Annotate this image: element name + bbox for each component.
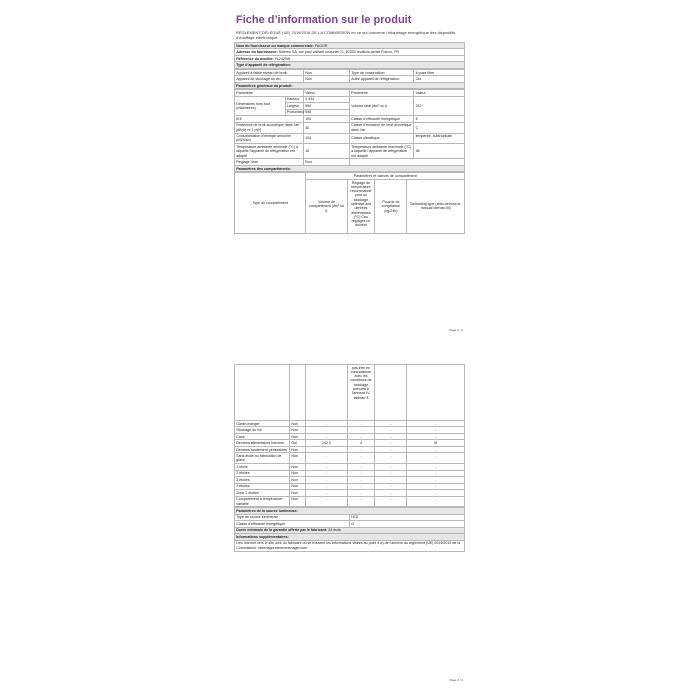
compartment-present: Non [290,433,306,439]
compartment-volume: 242,0 [306,440,347,446]
compartment-row [235,453,465,464]
volume-value: 242 [414,96,465,115]
energy-class-label: Classe d’efficacité énergétique [349,116,413,122]
document-page-1 [230,8,467,334]
compartment-volume: - [306,490,347,496]
construction-value: à pose libre [414,69,465,75]
max-temp-value: 38 [414,144,465,159]
defrost-col-header: Defrosting type (auto-defrost=A, manual defrost=M) [407,179,465,233]
compartment-name: 4 étoiles [235,483,290,489]
compartment-name: Sans étoile ou fabrication de glace [235,453,290,464]
compartment-name: 2 étoiles [235,470,290,476]
height-label: Hauteur [285,96,303,102]
page-number-2: Page 2 / 2 [449,678,463,682]
compartment-present: Non [290,421,306,427]
temp-setting-col-continued: pas être en contradiction avec les conditions de stockage prévues à l’annexe IV, tableau 3 [347,365,375,421]
light-class-label: Classe d’efficacité énergétique [235,521,350,527]
compartment-temp: - [347,421,375,427]
compartment-present: Non [290,446,306,452]
other-label: Autre appareil de réfrigération: [350,76,414,82]
compartment-temp: - [347,453,375,464]
noise-label: Émissions de bruit acoustique dans l’air [dB(A) re 1 pW] [235,122,304,133]
climate-value: tempérée, subtropicale [414,133,465,144]
compartment-defrost: - [407,433,465,439]
compartment-volume: - [306,427,347,433]
supplier-table [234,42,465,69]
appliance-type-table [234,69,465,89]
width-label: Largeur [285,103,303,109]
compartment-temp: 4 [347,440,375,446]
light-type-label: Type de source lumineuse [235,514,350,520]
winter-value: Non [303,159,349,165]
depth-label: Profondeur [286,110,305,115]
compartment-name: 1 étoile [235,464,290,470]
compartment-name: Compartiment à température variable [235,496,290,507]
compartment-params-title: Paramètres des compartiments: [235,165,465,171]
compartment-volume: - [306,453,347,464]
compartment-present: Oui [290,440,306,446]
compartment-freezing: - [375,440,407,446]
compartment-present: Non [290,464,306,470]
compartment-temp: - [347,446,375,452]
compartment-temp: - [347,427,375,433]
compartment-freezing: - [375,477,407,483]
compartment-volume: - [306,470,347,476]
compartment-present: Non [290,470,306,476]
compartment-name: 3 étoiles [235,477,290,483]
compartment-header-table [234,172,465,233]
winter-label: Réglage hiver [235,159,304,165]
general-params-table [234,89,465,172]
compartment-temp: - [347,464,375,470]
compartment-freezing: - [375,421,407,427]
compartment-freezing: - [375,433,407,439]
general-params-title: Paramètres généraux du produit: [235,82,465,88]
page-number-1: Page 1 / 2 [449,328,463,332]
compartment-name: Stockage du vin [235,427,290,433]
appliance-type-title: Type d’appareil de réfrigération: [235,62,465,68]
min-temp-label: Température ambiante minimale (°C) à laquelle l’appareil de réfrigération est adapté [235,144,304,159]
compartment-name: Garde-manger [235,421,290,427]
width-value: 550 [303,103,349,109]
compartment-temp: - [347,490,375,496]
compartment-name: Cave [235,433,290,439]
volume-label: Volume total (dm³ ou l) [349,96,413,115]
compartment-defrost: M [407,440,465,446]
construction-label: Type de construction: [350,69,414,75]
compartment-defrost: - [407,464,465,470]
compartment-freezing: - [375,427,407,433]
light-source-table [234,507,465,551]
warranty-value: 24 mois [328,528,341,533]
compartment-defrost: - [407,446,465,452]
supplier-value: FAGOR [314,43,328,48]
col-header-param-1: Paramètre [235,90,304,96]
compartment-defrost: - [407,483,465,489]
compartment-table [234,364,465,507]
min-temp-value: 16 [303,144,349,159]
depth-value: 598 [303,109,349,115]
volume-col-header: Volume de compartiment (dm³ ou l) [306,179,347,233]
noise-class-label: Classe d’émission de bruit acoustique dans l’air [349,122,413,133]
compartment-defrost: - [407,453,465,464]
compartment-defrost: - [407,496,465,507]
compartment-temp: - [347,477,375,483]
compartment-volume: - [306,421,347,427]
extra-title: Informations supplémentaires: [235,534,465,540]
compartment-freezing: - [375,453,407,464]
low-noise-label: Appareil à faible niveau de bruit: [235,69,304,75]
compartment-freezing: - [375,470,407,476]
compartment-name: Denrées hautement périssables [235,446,290,452]
col-header-param-2: Paramètre [349,90,413,96]
col-header-value-1: Valeur [303,90,349,96]
compartment-volume: - [306,446,347,452]
compartment-values-header: Paramètres et valeurs de compartiment [306,173,465,179]
compartment-volume: - [306,433,347,439]
compartment-volume: - [306,496,347,507]
iee-label: IEE [235,116,304,122]
compartment-defrost: - [407,490,465,496]
consumption-value: 104 [303,133,349,144]
compartment-temp: - [347,470,375,476]
low-noise-value: Non [304,69,350,75]
compartment-freezing: - [375,483,407,489]
max-temp-label: Température ambiante maximale (°C) à laquelle l’appareil de réfrigération est adapté [349,144,413,159]
light-type-value: LED [350,514,465,520]
noise-value: 40 [303,122,349,133]
extra-text: Lien internet vers le site web du fabricant où se trouvent les informations visées au point 4 a) de l’annexe du règlement (UE) 2019/2019 de la Commission: www.fagorelectromenager.com [235,540,465,551]
wine-label: Appareil de stockage du vin: [235,76,304,82]
compartment-present: Non [290,496,306,507]
address-value: Sidemo SA, rue paul vaillant couturier 71, 92300 levallois perret France, FR [278,50,399,55]
compartment-freezing: - [375,490,407,496]
compartment-defrost: - [407,477,465,483]
compartment-name: Denrées alimentaires fraîches [235,440,290,446]
document-page-2 [230,360,467,684]
compartment-freezing: - [375,496,407,507]
compartment-type-label: Type de compartiment [235,173,306,233]
other-value: Oui [414,76,465,82]
compartment-temp: - [347,433,375,439]
noise-class-value: C [414,122,465,133]
temp-setting-col-header: Réglage de température recommandé pour un stockage optimisé des denrées alimentaires (ºC) Ces réglages ne doivent [347,179,375,233]
energy-class-value: E [414,116,465,122]
compartment-present: Non [290,453,306,464]
compartment-temp: - [347,483,375,489]
warranty-label: Durée minimale de la garantie offerte par le fabricant: [236,528,328,533]
address-label: Adresse du fournisseur: [236,50,278,55]
consumption-label: Consommation d’énergie annuelle (kWh/an) [235,133,304,144]
climate-label: Classe climatique: [349,133,413,144]
freezing-col-header: Pouvoir de congélation (kg/24h) [375,179,407,233]
col-header-value-2: Valeur [414,90,465,96]
compartment-freezing: - [375,464,407,470]
light-class-value: G [350,521,465,527]
compartment-freezing: - [375,446,407,452]
regulation-subtitle: RÈGLEMENT DÉLÉGUÉ (UE) 2019/2016 DE LA COMMISSION en ce qui concerne l’étiquetage énergétique des dispositifs d’éduffage électronique [236,30,456,40]
compartment-present: Non [290,490,306,496]
supplier-label: Nom du fournisseur ou marque commerciale: [236,43,314,48]
compartment-defrost: - [407,470,465,476]
compartment-volume: - [306,464,347,470]
model-value: FL2420W [274,56,291,61]
compartment-defrost: - [407,427,465,433]
compartment-present: Non [290,477,306,483]
compartment-present: Non [290,427,306,433]
compartment-name: Zone 2 étoiles [235,490,290,496]
height-value: 1 434 [303,96,349,102]
model-label: Référence du modèle: [236,56,274,61]
document-title: Fiche d’information sur le produit [236,14,412,26]
compartment-defrost: - [407,421,465,427]
compartment-row [235,496,465,507]
light-title: Paramètres de la source lumineuse: [235,508,465,514]
compartment-present: Non [290,483,306,489]
iee-value: 100 [303,116,349,122]
compartment-volume: - [306,477,347,483]
wine-value: Non [304,76,350,82]
dims-label: Dimensions hors tout (millimètres) [235,96,286,115]
compartment-volume: - [306,483,347,489]
compartment-temp: - [347,496,375,507]
